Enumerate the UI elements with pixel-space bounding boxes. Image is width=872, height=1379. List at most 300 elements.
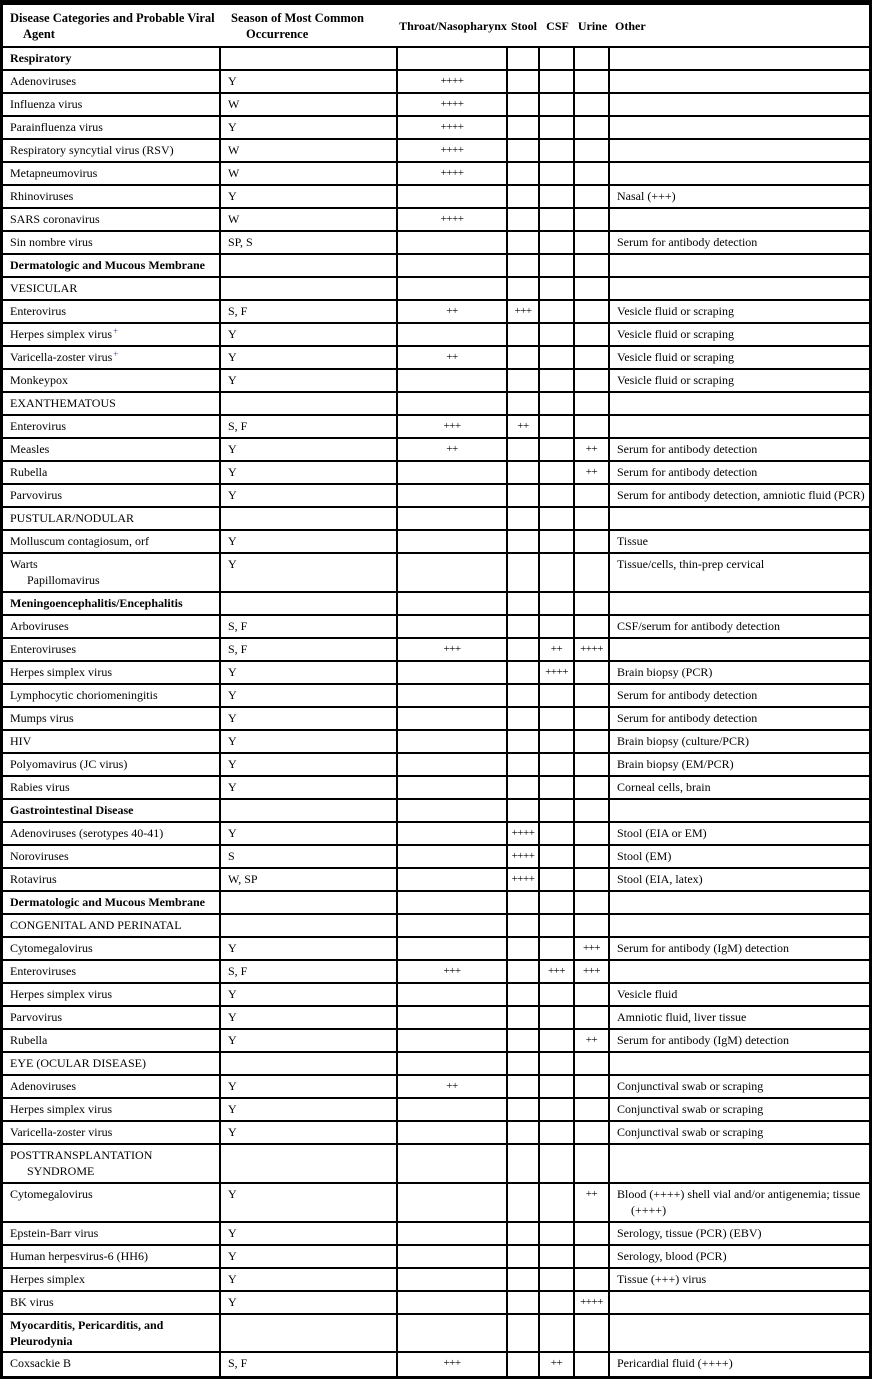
cell-throat: ++++ xyxy=(398,94,508,115)
cell-agent: BK virus xyxy=(3,1292,221,1313)
cell-stool xyxy=(508,662,540,683)
table-row xyxy=(3,1223,869,1246)
cell-agent: Rhinoviruses xyxy=(3,186,221,207)
table-body xyxy=(3,48,869,1376)
cell-season: Y xyxy=(221,1223,398,1244)
cell-season xyxy=(221,593,398,614)
cell-csf xyxy=(540,278,575,299)
cell-csf xyxy=(540,324,575,345)
cell-csf xyxy=(540,869,575,890)
cell-urine xyxy=(575,616,610,637)
cell-urine xyxy=(575,485,610,506)
col-header-disease-line2: Agent xyxy=(23,27,55,41)
section-row xyxy=(3,892,869,915)
cell-throat xyxy=(398,800,508,821)
cell-other: Vesicle fluid or scraping xyxy=(617,327,734,341)
cell-urine xyxy=(575,892,610,913)
cell-stool: ++++ xyxy=(508,846,540,867)
cell-other xyxy=(610,1292,869,1313)
cell-csf xyxy=(540,616,575,637)
cell-throat xyxy=(398,324,508,345)
table-row xyxy=(3,163,869,186)
cell-urine xyxy=(575,255,610,276)
col-header-stool: Stool xyxy=(510,18,537,33)
cell-throat xyxy=(398,1223,508,1244)
cell-agent-line2: SYNDROME xyxy=(27,1163,95,1178)
table-row xyxy=(3,1030,869,1053)
cell-season: Y xyxy=(221,1184,398,1221)
cell-other: Vesicle fluid or scraping xyxy=(617,304,734,318)
cell-stool xyxy=(508,892,540,913)
cell-agent: Meningoencephalitis/Encephalitis xyxy=(3,593,221,614)
table-row xyxy=(3,1007,869,1030)
table-row xyxy=(3,731,869,754)
cell-urine xyxy=(575,915,610,936)
cell-throat xyxy=(398,1145,508,1182)
cell-csf xyxy=(540,462,575,483)
section-row xyxy=(3,800,869,823)
section-row xyxy=(3,593,869,616)
cell-urine xyxy=(575,232,610,253)
cell-other: Serum for antibody detection xyxy=(617,465,758,479)
cell-throat: +++ xyxy=(398,639,508,660)
table-row xyxy=(3,232,869,255)
cell-season: Y xyxy=(221,1030,398,1051)
cell-urine: ++ xyxy=(575,439,610,460)
table-row xyxy=(3,71,869,94)
cell-other xyxy=(610,117,869,138)
cell-urine xyxy=(575,1353,610,1376)
table-row xyxy=(3,1076,869,1099)
cell-stool xyxy=(508,1076,540,1097)
cell-season: Y xyxy=(221,1122,398,1143)
cell-urine xyxy=(575,1269,610,1290)
cell-season: Y xyxy=(221,324,398,345)
cell-other: Vesicle fluid xyxy=(617,987,678,1001)
cell-urine xyxy=(575,984,610,1005)
subsection-row xyxy=(3,278,869,301)
cell-season xyxy=(221,915,398,936)
cell-other xyxy=(610,639,869,660)
col-header-disease-agent xyxy=(3,5,221,46)
cell-urine: ++ xyxy=(575,1030,610,1051)
cell-season xyxy=(221,393,398,414)
cell-csf xyxy=(540,186,575,207)
cell-csf xyxy=(540,800,575,821)
cell-urine xyxy=(575,140,610,161)
cell-other: Brain biopsy (EM/PCR) xyxy=(617,757,734,771)
table-row xyxy=(3,823,869,846)
cell-csf xyxy=(540,754,575,775)
cell-throat xyxy=(398,462,508,483)
cell-agent: Metapneumovirus xyxy=(3,163,221,184)
cell-urine xyxy=(575,800,610,821)
cell-season: Y xyxy=(221,71,398,92)
cell-csf xyxy=(540,1053,575,1074)
cell-other: Serum for antibody detection xyxy=(617,442,758,456)
cell-other xyxy=(610,140,869,161)
cell-csf xyxy=(540,1269,575,1290)
cell-stool xyxy=(508,462,540,483)
cell-stool xyxy=(508,1353,540,1376)
table-row xyxy=(3,1099,869,1122)
cell-csf xyxy=(540,255,575,276)
cell-other: Brain biopsy (culture/PCR) xyxy=(617,734,749,748)
cell-season xyxy=(221,48,398,69)
table-row xyxy=(3,186,869,209)
cell-season: Y xyxy=(221,984,398,1005)
cell-throat xyxy=(398,892,508,913)
cell-csf xyxy=(540,117,575,138)
cell-stool xyxy=(508,94,540,115)
cell-urine xyxy=(575,48,610,69)
cell-csf xyxy=(540,1076,575,1097)
cell-csf xyxy=(540,94,575,115)
subsection-row xyxy=(3,915,869,938)
cell-urine: ++ xyxy=(575,1184,610,1221)
cell-other xyxy=(610,393,869,414)
cell-csf: ++++ xyxy=(540,662,575,683)
cell-agent: Measles xyxy=(3,439,221,460)
cell-throat xyxy=(398,754,508,775)
cell-throat xyxy=(398,1122,508,1143)
cell-other: Vesicle fluid or scraping xyxy=(617,350,734,364)
cell-other xyxy=(610,48,869,69)
table-row xyxy=(3,1246,869,1269)
cell-csf xyxy=(540,554,575,591)
cell-urine xyxy=(575,324,610,345)
cell-agent: Enteroviruses xyxy=(3,961,221,982)
cell-agent: Sin nombre virus xyxy=(3,232,221,253)
footnote-link[interactable]: + xyxy=(113,349,119,359)
col-header-season-line1: Season of Most Common xyxy=(231,11,364,25)
cell-stool xyxy=(508,324,540,345)
cell-agent: Enteroviruses xyxy=(3,639,221,660)
table-row xyxy=(3,439,869,462)
cell-csf xyxy=(540,48,575,69)
cell-season: Y xyxy=(221,731,398,752)
cell-agent: Arboviruses xyxy=(3,616,221,637)
cell-agent: Rubella xyxy=(3,462,221,483)
cell-other xyxy=(610,1053,869,1074)
cell-csf xyxy=(540,1223,575,1244)
cell-stool: ++++ xyxy=(508,823,540,844)
cell-csf xyxy=(540,71,575,92)
cell-other: Serum for antibody detection xyxy=(617,235,758,249)
table-row xyxy=(3,754,869,777)
section-row xyxy=(3,1315,869,1353)
cell-urine xyxy=(575,1246,610,1267)
table-row xyxy=(3,1269,869,1292)
cell-throat xyxy=(398,1184,508,1221)
cell-throat: ++++ xyxy=(398,71,508,92)
cell-throat xyxy=(398,554,508,591)
cell-urine xyxy=(575,531,610,552)
cell-csf xyxy=(540,347,575,368)
cell-other: Nasal (+++) xyxy=(617,189,676,203)
cell-throat: ++++ xyxy=(398,140,508,161)
cell-agent: HIV xyxy=(3,731,221,752)
cell-agent: Myocarditis, Pericarditis, and Pleurodynia xyxy=(3,1315,221,1351)
cell-urine xyxy=(575,1076,610,1097)
cell-agent: Noroviruses xyxy=(3,846,221,867)
cell-csf xyxy=(540,1246,575,1267)
table-row xyxy=(3,708,869,731)
cell-season: W xyxy=(221,140,398,161)
cell-urine xyxy=(575,347,610,368)
cell-season: Y xyxy=(221,462,398,483)
cell-other xyxy=(610,1315,869,1351)
cell-urine xyxy=(575,209,610,230)
cell-season: W xyxy=(221,94,398,115)
cell-stool xyxy=(508,938,540,959)
cell-throat xyxy=(398,777,508,798)
cell-throat: ++++ xyxy=(398,163,508,184)
cell-other: Amniotic fluid, liver tissue xyxy=(617,1010,747,1024)
cell-throat xyxy=(398,731,508,752)
section-row xyxy=(3,48,869,71)
cell-season: Y xyxy=(221,347,398,368)
cell-season: W xyxy=(221,163,398,184)
cell-throat xyxy=(398,1099,508,1120)
table-row xyxy=(3,961,869,984)
cell-other: Corneal cells, brain xyxy=(617,780,711,794)
cell-other xyxy=(610,1145,869,1182)
cell-season xyxy=(221,1315,398,1351)
table-row xyxy=(3,616,869,639)
cell-csf xyxy=(540,984,575,1005)
table-header-row xyxy=(3,5,869,48)
footnote-link[interactable]: + xyxy=(112,326,119,336)
cell-throat xyxy=(398,662,508,683)
cell-stool xyxy=(508,1315,540,1351)
cell-urine xyxy=(575,662,610,683)
cell-urine xyxy=(575,869,610,890)
cell-agent: Monkeypox xyxy=(3,370,221,391)
cell-throat xyxy=(398,232,508,253)
cell-urine xyxy=(575,94,610,115)
cell-stool xyxy=(508,255,540,276)
cell-other: Stool (EIA, latex) xyxy=(617,872,703,886)
cell-stool xyxy=(508,1145,540,1182)
cell-agent: Dermatologic and Mucous Membrane xyxy=(3,255,221,276)
cell-csf xyxy=(540,1315,575,1351)
cell-throat xyxy=(398,984,508,1005)
cell-agent-line2: Papillomavirus xyxy=(27,572,100,587)
cell-stool xyxy=(508,616,540,637)
cell-csf xyxy=(540,777,575,798)
cell-agent: Molluscum contagiosum, orf xyxy=(3,531,221,552)
table-row xyxy=(3,685,869,708)
table-row xyxy=(3,1353,869,1376)
cell-urine: ++++ xyxy=(575,1292,610,1313)
cell-urine xyxy=(575,71,610,92)
cell-season: Y xyxy=(221,1269,398,1290)
cell-csf xyxy=(540,393,575,414)
cell-season: S, F xyxy=(221,1353,398,1376)
cell-urine: ++++ xyxy=(575,639,610,660)
cell-stool xyxy=(508,639,540,660)
cell-agent: Varicella-zoster virus xyxy=(3,1122,221,1143)
cell-urine xyxy=(575,708,610,729)
cell-urine xyxy=(575,593,610,614)
cell-csf xyxy=(540,1145,575,1182)
cell-stool xyxy=(508,71,540,92)
cell-other: Blood (++++) shell vial and/or antigenemia; tissue (++++) xyxy=(617,1187,861,1217)
cell-agent: Cytomegalovirus xyxy=(3,1184,221,1221)
cell-csf xyxy=(540,938,575,959)
cell-agent: Parainfluenza virus xyxy=(3,117,221,138)
cell-season: Y xyxy=(221,370,398,391)
cell-agent: Herpes simplex virus xyxy=(3,984,221,1005)
cell-stool xyxy=(508,1269,540,1290)
col-header-other: Other xyxy=(615,18,646,33)
cell-agent: Mumps virus xyxy=(3,708,221,729)
cell-throat xyxy=(398,1269,508,1290)
table-row xyxy=(3,639,869,662)
cell-stool xyxy=(508,593,540,614)
cell-other: Brain biopsy (PCR) xyxy=(617,665,713,679)
table-row xyxy=(3,209,869,232)
cell-agent: Parvovirus xyxy=(3,1007,221,1028)
cell-csf: ++ xyxy=(540,639,575,660)
cell-throat xyxy=(398,1030,508,1051)
cell-season: S, F xyxy=(221,416,398,437)
table-row xyxy=(3,370,869,393)
cell-csf xyxy=(540,301,575,322)
cell-stool xyxy=(508,1184,540,1221)
cell-stool xyxy=(508,278,540,299)
cell-stool xyxy=(508,1122,540,1143)
cell-urine xyxy=(575,554,610,591)
cell-agent: Cytomegalovirus xyxy=(3,938,221,959)
cell-season xyxy=(221,800,398,821)
cell-season: Y xyxy=(221,1076,398,1097)
cell-stool xyxy=(508,393,540,414)
cell-other: Serum for antibody detection xyxy=(617,711,758,725)
cell-other: Serum for antibody detection xyxy=(617,688,758,702)
cell-throat xyxy=(398,593,508,614)
cell-agent: EXANTHEMATOUS xyxy=(3,393,221,414)
cell-urine xyxy=(575,186,610,207)
cell-season xyxy=(221,1053,398,1074)
cell-urine xyxy=(575,1007,610,1028)
cell-season: Y xyxy=(221,938,398,959)
cell-agent: Human herpesvirus-6 (HH6) xyxy=(3,1246,221,1267)
cell-throat xyxy=(398,1315,508,1351)
col-header-season-line2: Occurrence xyxy=(246,27,309,41)
cell-stool xyxy=(508,1030,540,1051)
subsection-row xyxy=(3,1145,869,1184)
cell-csf xyxy=(540,846,575,867)
table-row xyxy=(3,324,869,347)
cell-throat: +++ xyxy=(398,416,508,437)
cell-csf xyxy=(540,915,575,936)
cell-urine xyxy=(575,301,610,322)
cell-season: W, SP xyxy=(221,869,398,890)
cell-csf xyxy=(540,731,575,752)
cell-season: Y xyxy=(221,662,398,683)
cell-throat xyxy=(398,708,508,729)
table-row xyxy=(3,117,869,140)
cell-other: CSF/serum for antibody detection xyxy=(617,619,780,633)
cell-other: Vesicle fluid or scraping xyxy=(617,373,734,387)
cell-urine xyxy=(575,731,610,752)
cell-csf xyxy=(540,370,575,391)
cell-agent: Lymphocytic choriomeningitis xyxy=(3,685,221,706)
cell-stool xyxy=(508,370,540,391)
cell-other xyxy=(610,593,869,614)
cell-season: Y xyxy=(221,823,398,844)
cell-throat: ++ xyxy=(398,347,508,368)
cell-agent: Adenoviruses (serotypes 40-41) xyxy=(3,823,221,844)
cell-stool xyxy=(508,984,540,1005)
cell-agent: Adenoviruses xyxy=(3,71,221,92)
cell-urine xyxy=(575,754,610,775)
cell-other xyxy=(610,800,869,821)
cell-agent: Warts Papillomavirus xyxy=(3,554,221,591)
cell-season: Y xyxy=(221,554,398,591)
cell-stool xyxy=(508,163,540,184)
cell-stool xyxy=(508,1007,540,1028)
subsection-row xyxy=(3,1053,869,1076)
cell-throat: +++ xyxy=(398,1353,508,1376)
cell-agent: Enterovirus xyxy=(3,416,221,437)
cell-csf xyxy=(540,531,575,552)
cell-urine xyxy=(575,117,610,138)
cell-csf xyxy=(540,232,575,253)
cell-urine xyxy=(575,163,610,184)
cell-season: SP, S xyxy=(221,232,398,253)
table-row xyxy=(3,485,869,508)
cell-agent: POSTTRANSPLANTATION SYNDROME xyxy=(3,1145,221,1182)
subsection-row xyxy=(3,508,869,531)
cell-throat xyxy=(398,915,508,936)
cell-urine xyxy=(575,393,610,414)
table-row xyxy=(3,984,869,1007)
cell-other xyxy=(610,94,869,115)
cell-agent: Epstein-Barr virus xyxy=(3,1223,221,1244)
cell-agent: Herpes simplex virus xyxy=(3,662,221,683)
cell-agent: Enterovirus xyxy=(3,301,221,322)
cell-stool: +++ xyxy=(508,301,540,322)
cell-other: Tissue/cells, thin-prep cervical xyxy=(617,557,765,571)
cell-throat xyxy=(398,846,508,867)
cell-other: Serum for antibody detection, amniotic fluid (PCR) xyxy=(617,488,865,502)
cell-agent: Herpes simplex virus+ xyxy=(3,324,221,345)
cell-season: Y xyxy=(221,1007,398,1028)
cell-throat xyxy=(398,1053,508,1074)
subsection-row xyxy=(3,393,869,416)
cell-csf xyxy=(540,593,575,614)
cell-csf xyxy=(540,1007,575,1028)
cell-urine xyxy=(575,1315,610,1351)
cell-urine xyxy=(575,416,610,437)
cell-throat: +++ xyxy=(398,961,508,982)
cell-csf xyxy=(540,439,575,460)
cell-urine xyxy=(575,1223,610,1244)
table-row xyxy=(3,662,869,685)
cell-throat: ++++ xyxy=(398,209,508,230)
cell-throat xyxy=(398,508,508,529)
cell-stool xyxy=(508,232,540,253)
table-row xyxy=(3,347,869,370)
cell-stool xyxy=(508,915,540,936)
cell-stool xyxy=(508,708,540,729)
cell-csf xyxy=(540,1292,575,1313)
cell-agent: Rubella xyxy=(3,1030,221,1051)
cell-other xyxy=(610,278,869,299)
